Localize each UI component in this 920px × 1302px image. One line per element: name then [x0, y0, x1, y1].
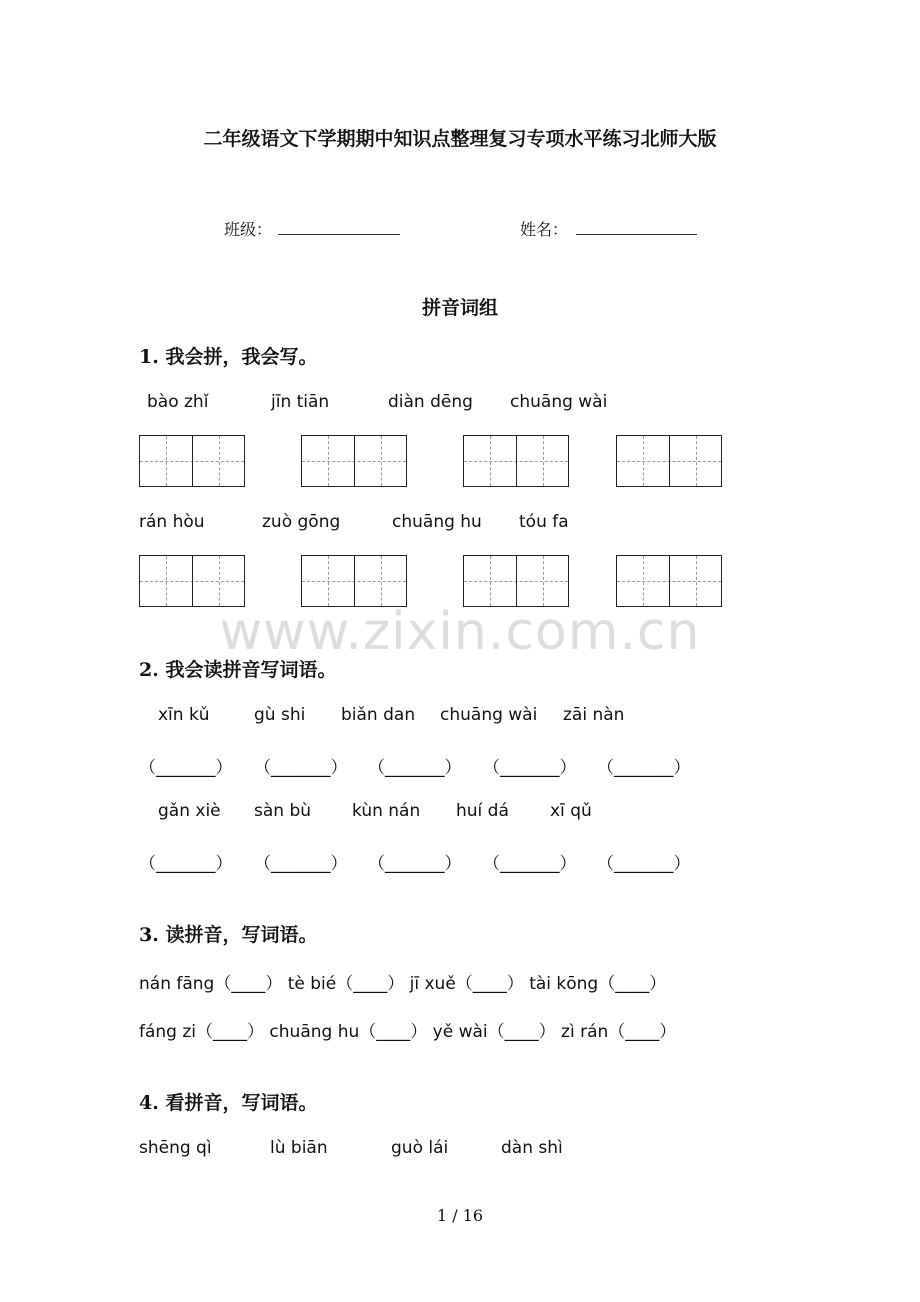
pinyin: zuò gōng [262, 512, 341, 532]
question-1-title: 1. 我会拼，我会写。 [139, 346, 318, 368]
answer-blank[interactable]: （_______） [254, 854, 348, 874]
pinyin: huí dá [456, 801, 509, 821]
pinyin: xī qǔ [550, 801, 592, 821]
writing-grid[interactable] [301, 555, 407, 607]
writing-grid[interactable] [463, 555, 569, 607]
pinyin: xīn kǔ [158, 705, 210, 725]
pinyin: lù biān [270, 1138, 328, 1158]
pinyin: sàn bù [254, 801, 312, 821]
pinyin: chuāng wài [440, 705, 538, 725]
question-2-title: 2. 我会读拼音写词语。 [139, 659, 337, 681]
class-label: 班级： [224, 220, 273, 239]
answer-blank[interactable]: （_______） [483, 758, 577, 778]
pinyin: shēng qì [139, 1138, 212, 1158]
answer-blank[interactable]: （_______） [254, 758, 348, 778]
page-title: 二年级语文下学期期中知识点整理复习专项水平练习北师大版 [203, 128, 717, 150]
watermark: www.zixin.com.cn [219, 602, 701, 662]
answer-blank[interactable]: （_______） [139, 758, 233, 778]
pinyin: tóu fa [519, 512, 569, 532]
page-number: 1 / 16 [436, 1206, 484, 1225]
answer-blank[interactable]: （_______） [139, 854, 233, 874]
writing-grid[interactable] [463, 435, 569, 487]
name-label: 姓名： [520, 220, 569, 239]
writing-grid[interactable] [616, 555, 722, 607]
answer-blank[interactable]: （_______） [483, 854, 577, 874]
pinyin: kùn nán [352, 801, 421, 821]
pinyin: gǎn xiè [158, 801, 221, 821]
section-title: 拼音词组 [421, 297, 498, 319]
pinyin: rán hòu [139, 512, 205, 532]
pinyin: jīn tiān [271, 392, 330, 412]
answer-blank[interactable]: （_______） [368, 758, 462, 778]
pinyin: bào zhǐ [147, 392, 209, 412]
answer-blank[interactable]: （_______） [597, 854, 691, 874]
answer-blank[interactable]: （_______） [597, 758, 691, 778]
pinyin: guò lái [391, 1138, 449, 1158]
question-4-title: 4. 看拼音，写词语。 [139, 1092, 318, 1114]
writing-grid[interactable] [616, 435, 722, 487]
pinyin: chuāng hu [392, 512, 482, 532]
pinyin: chuāng wài [510, 392, 608, 412]
pinyin: zāi nàn [563, 705, 625, 725]
class-blank[interactable] [278, 234, 400, 235]
writing-grid[interactable] [139, 435, 245, 487]
pinyin: dàn shì [501, 1138, 563, 1158]
pinyin: gù shi [254, 705, 306, 725]
writing-grid[interactable] [301, 435, 407, 487]
pinyin: diàn dēng [388, 392, 473, 412]
pinyin-line[interactable]: fáng zi（____） chuāng hu（____） yě wài（____） zì rán（____） [139, 1022, 677, 1042]
question-3-title: 3. 读拼音，写词语。 [139, 924, 318, 946]
answer-blank[interactable]: （_______） [368, 854, 462, 874]
writing-grid[interactable] [139, 555, 245, 607]
pinyin: biǎn dan [341, 705, 416, 725]
pinyin-line[interactable]: nán fāng（____） tè bié（____） jī xuě（____） tài kōng（____） [139, 974, 667, 994]
name-blank[interactable] [576, 234, 697, 235]
